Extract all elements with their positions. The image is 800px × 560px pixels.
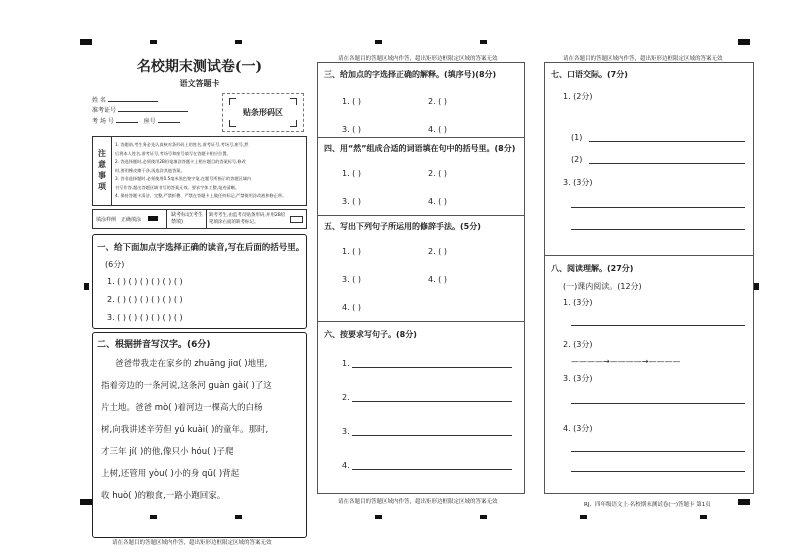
notice-line: 时,要用橡皮擦干净,再选涂其他答案。 xyxy=(115,167,185,173)
question-6-box xyxy=(318,321,524,493)
question-3-box xyxy=(318,63,524,138)
writing-line[interactable] xyxy=(571,451,745,452)
header-note: 请在各题目的答题区域内作答，超出矩形边框限定区域的答案无效 xyxy=(563,56,723,62)
writing-line[interactable] xyxy=(571,229,745,230)
writing-line[interactable] xyxy=(352,469,512,470)
item-number: 1. xyxy=(342,359,350,368)
writing-line[interactable] xyxy=(352,401,512,402)
timing-mark xyxy=(150,40,157,44)
notice-line: 3. 答非选择题时,必须使用0.5毫米黑色签字笔,在题号所指示的答题区域内 xyxy=(115,176,252,181)
item-number: 1. (3分) xyxy=(563,298,593,307)
item-number: 2. (3分) xyxy=(563,340,593,349)
answer-blank[interactable]: 3. ( ) xyxy=(342,125,361,134)
question-5-title: 五、写出下列句子所运用的修辞手法。(5分) xyxy=(324,222,481,231)
barcode-label: 贴条形码区 xyxy=(243,108,283,117)
timing-mark xyxy=(84,283,89,290)
timing-mark xyxy=(375,515,382,519)
notice-line: 后将本人姓名,准考证号,考场号和座号填写在答题卡相应位置。 xyxy=(115,150,231,156)
page-subtitle: 语文答题卡 xyxy=(179,79,220,88)
question-8-box xyxy=(545,255,753,491)
timing-mark xyxy=(700,515,707,519)
page-footer-label: RJ、四年级语文上·名校期末测试卷(一)答题卡 第1页 xyxy=(584,502,711,508)
timing-mark xyxy=(375,40,382,44)
writing-line[interactable] xyxy=(571,207,745,208)
answer-blank[interactable]: 1. ( ) xyxy=(342,97,361,106)
timing-mark xyxy=(480,515,487,519)
writing-line[interactable] xyxy=(571,403,745,404)
question-1-box xyxy=(92,234,307,329)
item-number: 2. xyxy=(342,393,350,402)
item-number: 4. xyxy=(342,461,350,470)
sub-section-title: (一)课内阅读。(12分) xyxy=(563,282,642,291)
notice-line: 4. 保持答题卡清洁、完整,严禁折叠、严禁在答题卡上做任何标记,严禁使用涂改液和修正带。 xyxy=(115,193,287,198)
answer-blank[interactable]: 2. ( ) xyxy=(428,247,447,256)
footer-note: 请在各题目的答题区域内作答，超出矩形边框限定区域的答案无效 xyxy=(112,540,272,546)
header-note: 请在各题目的答题区域内作答，超出矩形边框限定区域的答案无效 xyxy=(338,56,498,62)
answer-blank[interactable]: 4. ( ) xyxy=(428,125,447,134)
notice-line: 书写作答,超出答题区域书写的答案无效。要求字体工整,笔迹清晰。 xyxy=(115,184,240,190)
notice-list xyxy=(115,141,286,201)
question-4-box xyxy=(318,137,524,216)
item-number: 3. (3分) xyxy=(563,374,593,383)
answer-row[interactable]: 1. ( ) ( ) ( ) ( ) ( ) ( ) xyxy=(107,277,183,286)
item-number: 4. (3分) xyxy=(563,424,593,433)
question-6-title: 六、按要求写句子。(8分) xyxy=(324,330,417,339)
question-7-box xyxy=(545,63,753,256)
question-1-title: 一、给下面加点字选择正确的读音,写在后面的括号里。 xyxy=(97,243,305,253)
answer-blank[interactable]: 4. ( ) xyxy=(428,197,447,206)
item-number: 3. (3分) xyxy=(563,178,593,187)
answer-blank[interactable]: 3. ( ) xyxy=(342,197,361,206)
answer-blank[interactable]: 3. ( ) xyxy=(342,275,361,284)
passage-line[interactable]: 片土地。爸爸 mò( )着河边一棵高大的白杨 xyxy=(101,403,263,413)
timing-mark xyxy=(754,283,759,290)
writing-line[interactable] xyxy=(352,367,512,368)
notice-line: 1. 答题前,考生务必先认真核对条形码上的姓名,准考证号,考场号,座号,然 xyxy=(115,142,249,147)
question-2-title: 二、根据拼音写汉字。(6分) xyxy=(97,340,211,350)
sub-item: (2) xyxy=(571,155,583,164)
writing-line[interactable] xyxy=(571,471,745,472)
writing-line[interactable] xyxy=(571,325,745,326)
fill-sample-row: 填涂样例 正确填涂 缺考标记(考生禁填) 缺考考生,由监考员贴条形码,并用2B铅笔填涂右面的缺考标记。 xyxy=(92,209,307,229)
answer-blank[interactable]: 2. ( ) xyxy=(428,169,447,178)
answer-blank[interactable]: 4. ( ) xyxy=(342,303,361,312)
left-column xyxy=(92,48,307,546)
sub-item: (1) xyxy=(571,133,583,142)
question-4-title: 四、用“然”组成合适的词语填在句中的括号里。(8分) xyxy=(324,144,516,153)
item-number: 3. xyxy=(342,427,350,436)
timing-mark xyxy=(235,40,242,44)
writing-line[interactable] xyxy=(589,163,745,164)
right-column xyxy=(544,62,754,494)
barcode-area xyxy=(222,93,304,132)
passage-line[interactable]: 爸爸带我走在家乡的 zhuāng jiɑ( )地里, xyxy=(115,359,268,369)
timing-mark xyxy=(738,499,750,505)
footer-note: 请在各题目的答题区域内作答，超出矩形边框限定区域的答案无效 xyxy=(338,499,498,505)
filled-sample-mark xyxy=(148,216,158,221)
timing-mark xyxy=(738,39,750,45)
answer-blank[interactable]: 2. ( ) xyxy=(428,97,447,106)
answer-blank[interactable]: 4. ( ) xyxy=(428,275,447,284)
timing-mark xyxy=(80,499,92,505)
timing-mark xyxy=(580,515,587,519)
room-field: 考 场 号 座号 xyxy=(92,116,180,125)
absent-mark-box[interactable] xyxy=(290,216,303,223)
answer-blank[interactable]: 1. ( ) xyxy=(342,247,361,256)
passage-line[interactable]: 上树,还管用 yòu( )小的身 qū( )背起 xyxy=(101,469,240,479)
question-3-title: 三、给加点的字选择正确的解释。(填序号)(8分) xyxy=(324,70,497,79)
question-2-box xyxy=(92,332,307,538)
passage-line[interactable]: 才三年 jí( )的他,像只小 hóu( )子爬 xyxy=(101,447,234,457)
answer-blank[interactable]: 1. ( ) xyxy=(342,169,361,178)
writing-line[interactable] xyxy=(352,435,512,436)
sequence-arrows[interactable]: ————→————→———— xyxy=(571,357,681,366)
item-number: 1. (2分) xyxy=(563,92,593,101)
question-1-score: (6分) xyxy=(105,260,125,269)
middle-column xyxy=(317,62,525,494)
passage-line[interactable]: 收 huò( )的粮食,一路小跑回家。 xyxy=(101,491,226,501)
notice-title: 注意事项 xyxy=(93,137,112,205)
question-5-box xyxy=(318,215,524,322)
writing-line[interactable] xyxy=(589,141,745,142)
answer-row[interactable]: 2. ( ) ( ) ( ) ( ) ( ) ( ) xyxy=(107,295,183,304)
page-title: 名校期末测试卷(一) xyxy=(136,59,263,75)
notice-box xyxy=(92,136,307,206)
timing-mark xyxy=(80,39,92,45)
question-8-title: 八、阅读理解。(27分) xyxy=(551,264,634,273)
passage-line[interactable]: 指着旁边的一条河说,这条河 guàn gài( )了这 xyxy=(101,381,272,391)
answer-row[interactable]: 3. ( ) ( ) ( ) ( ) ( ) ( ) xyxy=(107,313,183,322)
timing-mark xyxy=(480,40,487,44)
notice-line: 2. 答选择题时,必须使用2B铅笔填涂答题卡上相应题目的答案标号,修改 xyxy=(115,159,246,164)
passage-line[interactable]: 树,向我讲述辛劳但 yú kuài( )的童年。那时, xyxy=(101,425,269,435)
name-field: 姓 名 xyxy=(92,95,158,104)
exam-number-field: 准考证号 xyxy=(92,105,188,114)
question-7-title: 七、口语交际。(7分) xyxy=(551,70,628,79)
